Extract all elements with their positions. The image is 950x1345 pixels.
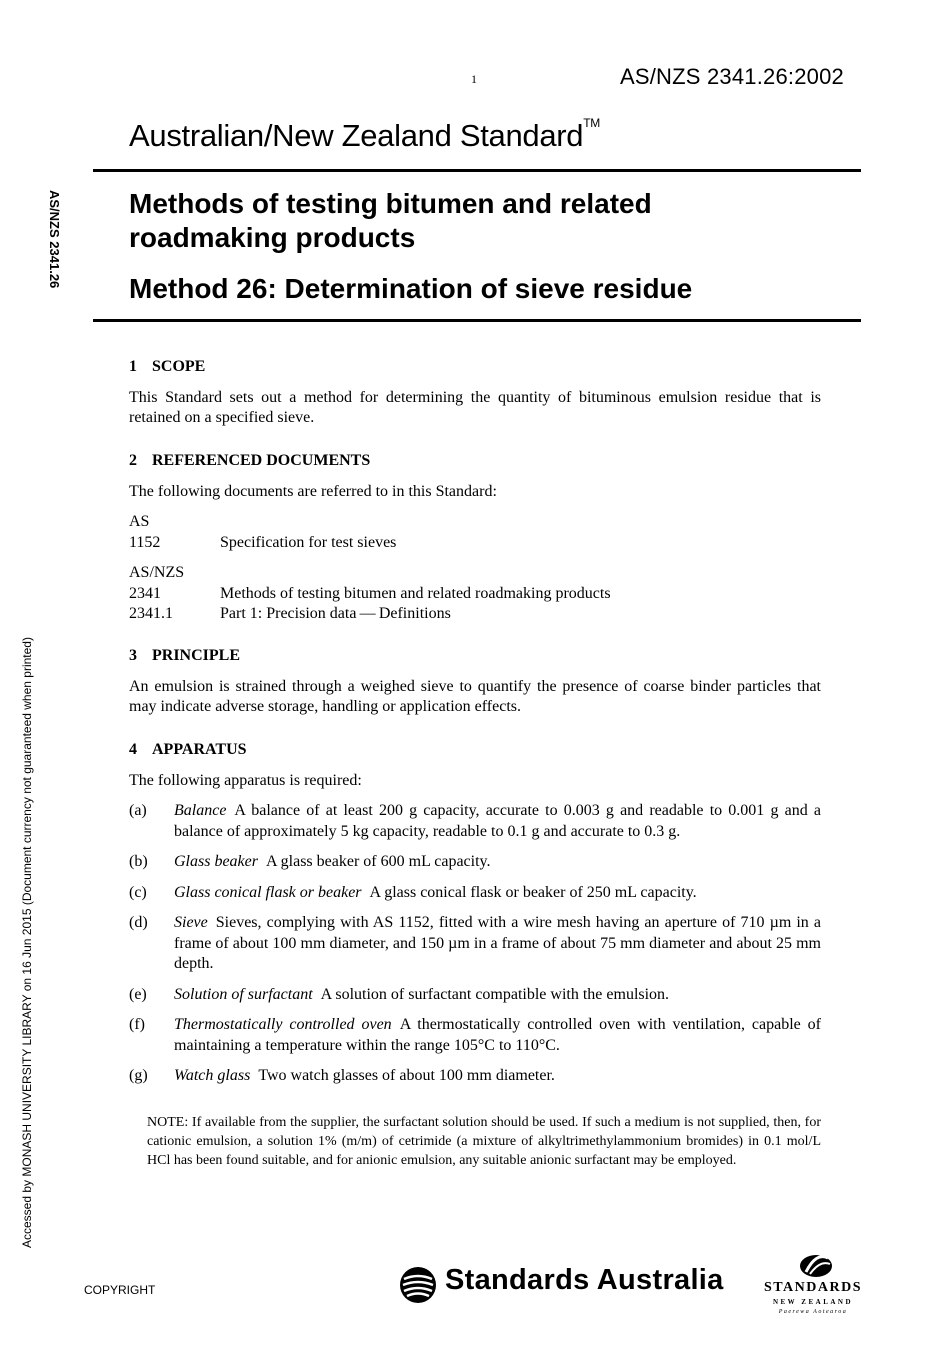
snz-subtitle: NEW ZEALAND <box>772 1298 854 1306</box>
section-apparatus <box>129 740 821 1087</box>
standards-australia-name: Standards Australia <box>445 1264 724 1296</box>
item-description: Sieves, complying with AS 1152, fitted with a wire mesh having an aperture of 710 µm in a frame of about 100 mm diameter, and 150 µm in a frame of about 75 mm diameter and about 25 mm depth. <box>174 914 821 972</box>
item-text <box>174 883 821 904</box>
apparatus-item <box>129 1066 821 1087</box>
item-text <box>174 1066 821 1087</box>
item-name: Solution of surfactant <box>174 985 313 1003</box>
apparatus-item <box>129 801 821 842</box>
item-text <box>174 1015 821 1056</box>
document-title <box>129 187 849 255</box>
item-description: A glass conical flask or beaker of 250 mL capacity. <box>369 883 697 901</box>
refdocs-intro: The following documents are referred to in this Standard: <box>129 482 497 500</box>
item-description: A glass beaker of 600 mL capacity. <box>265 853 491 870</box>
snz-emblem-icon <box>796 1250 836 1280</box>
section-title: PRINCIPLE <box>152 647 241 664</box>
item-description: A balance of at least 200 g capacity, accurate to 0.003 g and readable to 0.001 g and a balance of approximately 5 kg capacity, readable to 0.1 g and accurate to 0.3 g. <box>174 802 821 840</box>
ref-code: 2341 <box>129 584 161 602</box>
apparatus-item <box>129 985 821 1006</box>
access-watermark <box>18 600 42 1250</box>
ref-code: 1152 <box>129 533 161 551</box>
method-title: Method 26: Determination of sieve residue <box>129 273 693 304</box>
section-title: REFERENCED DOCUMENTS <box>152 452 371 469</box>
ref-title: Part 1: Precision data — Definitions <box>220 605 451 622</box>
apparatus-item <box>129 1015 821 1056</box>
item-label: (d) <box>129 914 148 931</box>
title-line-1: Methods of testing bitumen and related <box>129 188 652 219</box>
section-heading <box>129 451 821 472</box>
item-name: Glass conical flask or beaker <box>174 883 362 901</box>
item-label: (g) <box>129 1067 148 1084</box>
ref-group-as: AS <box>129 513 150 530</box>
ref-title: Specification for test sieves <box>220 533 397 551</box>
copyright-label: COPYRIGHT <box>84 1283 156 1297</box>
side-standard-ref <box>22 190 102 310</box>
item-label: (e) <box>129 985 147 1003</box>
ref-code: 2341.1 <box>129 605 173 622</box>
section-heading <box>129 740 821 761</box>
apparatus-item <box>129 852 821 873</box>
standards-new-zealand-logo <box>752 1250 874 1320</box>
section-number: 4 <box>129 741 137 758</box>
item-description: A solution of surfactant compatible with the emulsion. <box>320 985 670 1003</box>
trademark-mark: TM <box>583 116 600 130</box>
section-title: APPARATUS <box>152 741 247 758</box>
item-label: (f) <box>129 1016 145 1033</box>
item-name: Balance <box>174 802 227 819</box>
item-description: Two watch glasses of about 100 mm diameter. <box>258 1067 555 1084</box>
apparatus-item <box>129 913 821 975</box>
title-bottom-rule <box>93 319 861 322</box>
side-standard-ref-text: AS/NZS 2341.26 <box>47 190 62 289</box>
access-watermark-text: Accessed by MONASH UNIVERSITY LIBRARY on 16 Jun 2015 (Document currency not guaranteed when printed) <box>20 637 34 1248</box>
item-text <box>174 985 821 1006</box>
title-line-2: roadmaking products <box>129 222 416 253</box>
section-principle <box>129 646 821 718</box>
section-number: 3 <box>129 647 137 664</box>
ref-title: Methods of testing bitumen and related roadmaking products <box>220 584 611 602</box>
ref-row <box>129 584 821 605</box>
apparatus-intro: The following apparatus is required: <box>129 771 362 789</box>
page-number: 1 <box>471 72 477 86</box>
item-label: (b) <box>129 853 148 870</box>
item-text <box>174 801 821 842</box>
section-heading <box>129 646 821 667</box>
top-rule <box>93 169 861 172</box>
item-name: Thermostatically controlled oven <box>174 1016 392 1033</box>
snz-maori-subtitle: Paerewa Aotearoa <box>778 1309 848 1315</box>
section-heading <box>129 357 821 378</box>
scope-text: This Standard sets out a method for determining the quantity of bituminous emulsion residue that is retained on a specified sieve. <box>129 388 821 426</box>
section-number: 1 <box>129 358 137 375</box>
item-name: Sieve <box>174 914 208 931</box>
brand-text: Australian/New Zealand Standard <box>129 118 584 153</box>
section-number: 2 <box>129 452 137 469</box>
item-description: A thermostatically controlled oven with ventilation, capable of maintaining a temperature within the range 105°C to 110°C. <box>174 1016 821 1054</box>
snz-wordmark: STANDARDS <box>763 1280 863 1295</box>
item-text <box>174 913 821 975</box>
ref-row <box>129 604 821 625</box>
item-label: (c) <box>129 883 147 901</box>
item-label: (a) <box>129 802 147 819</box>
section-scope <box>129 357 821 429</box>
standard-brand <box>129 118 600 154</box>
apparatus-note: NOTE: If available from the supplier, the surfactant solution should be used. If such a medium is not supplied, then, for cationic emulsion, a solution 1% (m/m) of cetrimide (a mixture of alkyltrimethylammonium bromides) in 0.1 mol/L HCl has been found suitable, and for anionic emulsion, any suitable anionic surfactant may be employed. <box>147 1115 821 1168</box>
ref-row <box>129 533 821 554</box>
item-name: Watch glass <box>174 1067 251 1084</box>
standards-australia-logo-icon <box>398 1265 438 1310</box>
section-referenced-documents <box>129 451 821 625</box>
standard-number: AS/NZS 2341.26:2002 <box>620 64 844 89</box>
principle-text: An emulsion is strained through a weighed sieve to quantify the presence of coarse binder particles that may indicate adverse storage, handling or application effects. <box>129 677 821 715</box>
apparatus-item <box>129 883 821 904</box>
section-title: SCOPE <box>152 358 206 375</box>
item-name: Glass beaker <box>174 853 258 870</box>
item-text <box>174 852 821 873</box>
ref-group-asnzs: AS/NZS <box>129 564 185 581</box>
